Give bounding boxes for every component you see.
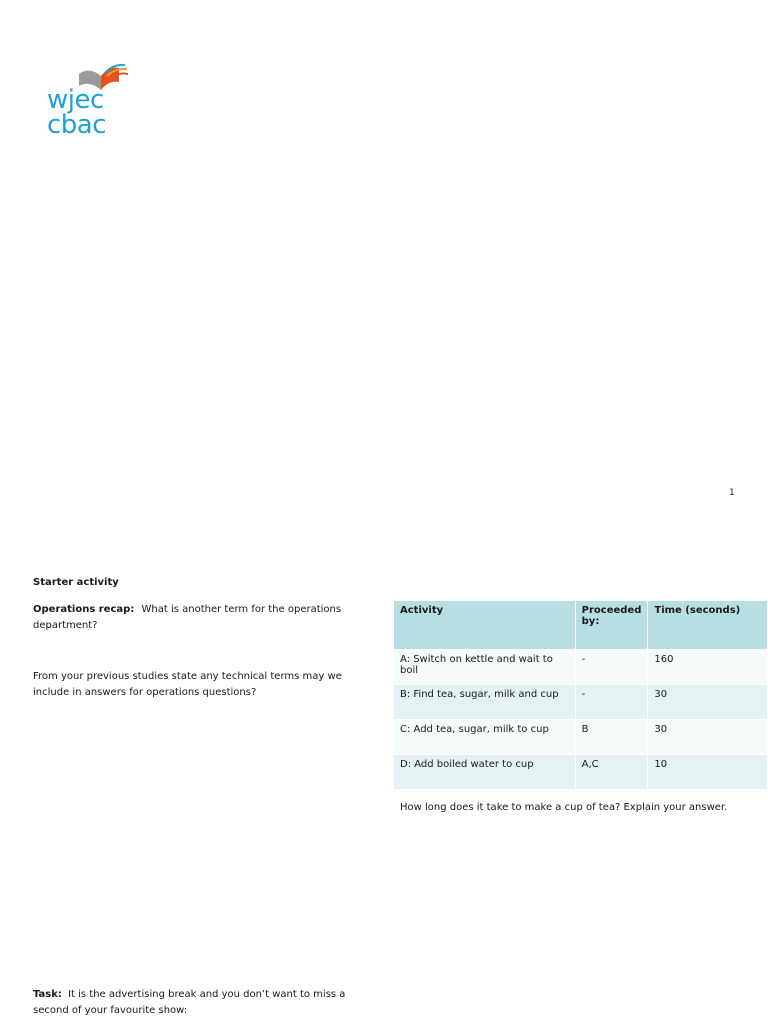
task-text: It is the advertising break and you don’t want to miss a second of your favourite show:	[33, 989, 346, 1016]
technical-terms-question: From your previous studies state any technical terms may we include in answers for operations questions?	[33, 671, 342, 698]
cell-time: 30	[648, 720, 768, 755]
logo-line-2: cbac	[47, 110, 107, 140]
wjec-cbac-logo	[47, 64, 137, 148]
cell-proceeded-by: A,C	[575, 755, 648, 790]
activity-table	[394, 601, 768, 790]
recap-question	[33, 602, 353, 634]
column-header-time: Time (seconds)	[648, 601, 768, 650]
cell-activity: A: Switch on kettle and wait to boil	[394, 650, 575, 685]
cell-activity: D: Add boiled water to cup	[394, 755, 575, 790]
tea-question: How long does it take to make a cup of tea? Explain your answer.	[400, 802, 728, 813]
table-row	[394, 685, 768, 720]
table-row	[394, 650, 768, 685]
starter-heading: Starter activity	[33, 577, 119, 588]
logo-wordmark	[47, 85, 107, 140]
cell-proceeded-by: -	[575, 650, 648, 685]
table-header-row	[394, 601, 768, 650]
task-label: Task:	[33, 989, 62, 1000]
cell-time: 160	[648, 650, 768, 685]
page-number: 1	[729, 488, 735, 498]
table-row	[394, 720, 768, 755]
recap-text: What is another term for the operations department?	[33, 604, 342, 631]
recap-label: Operations recap:	[33, 604, 135, 615]
task-paragraph	[33, 987, 368, 1019]
logo-line-1: wjec	[47, 85, 104, 115]
cell-activity: C: Add tea, sugar, milk to cup	[394, 720, 575, 755]
cell-proceeded-by: B	[575, 720, 648, 755]
cell-proceeded-by: -	[575, 685, 648, 720]
cell-time: 30	[648, 685, 768, 720]
column-header-proceeded-by: Proceeded by:	[575, 601, 648, 650]
cell-time: 10	[648, 755, 768, 790]
cell-activity: B: Find tea, sugar, milk and cup	[394, 685, 575, 720]
column-header-activity: Activity	[394, 601, 575, 650]
table-row	[394, 755, 768, 790]
